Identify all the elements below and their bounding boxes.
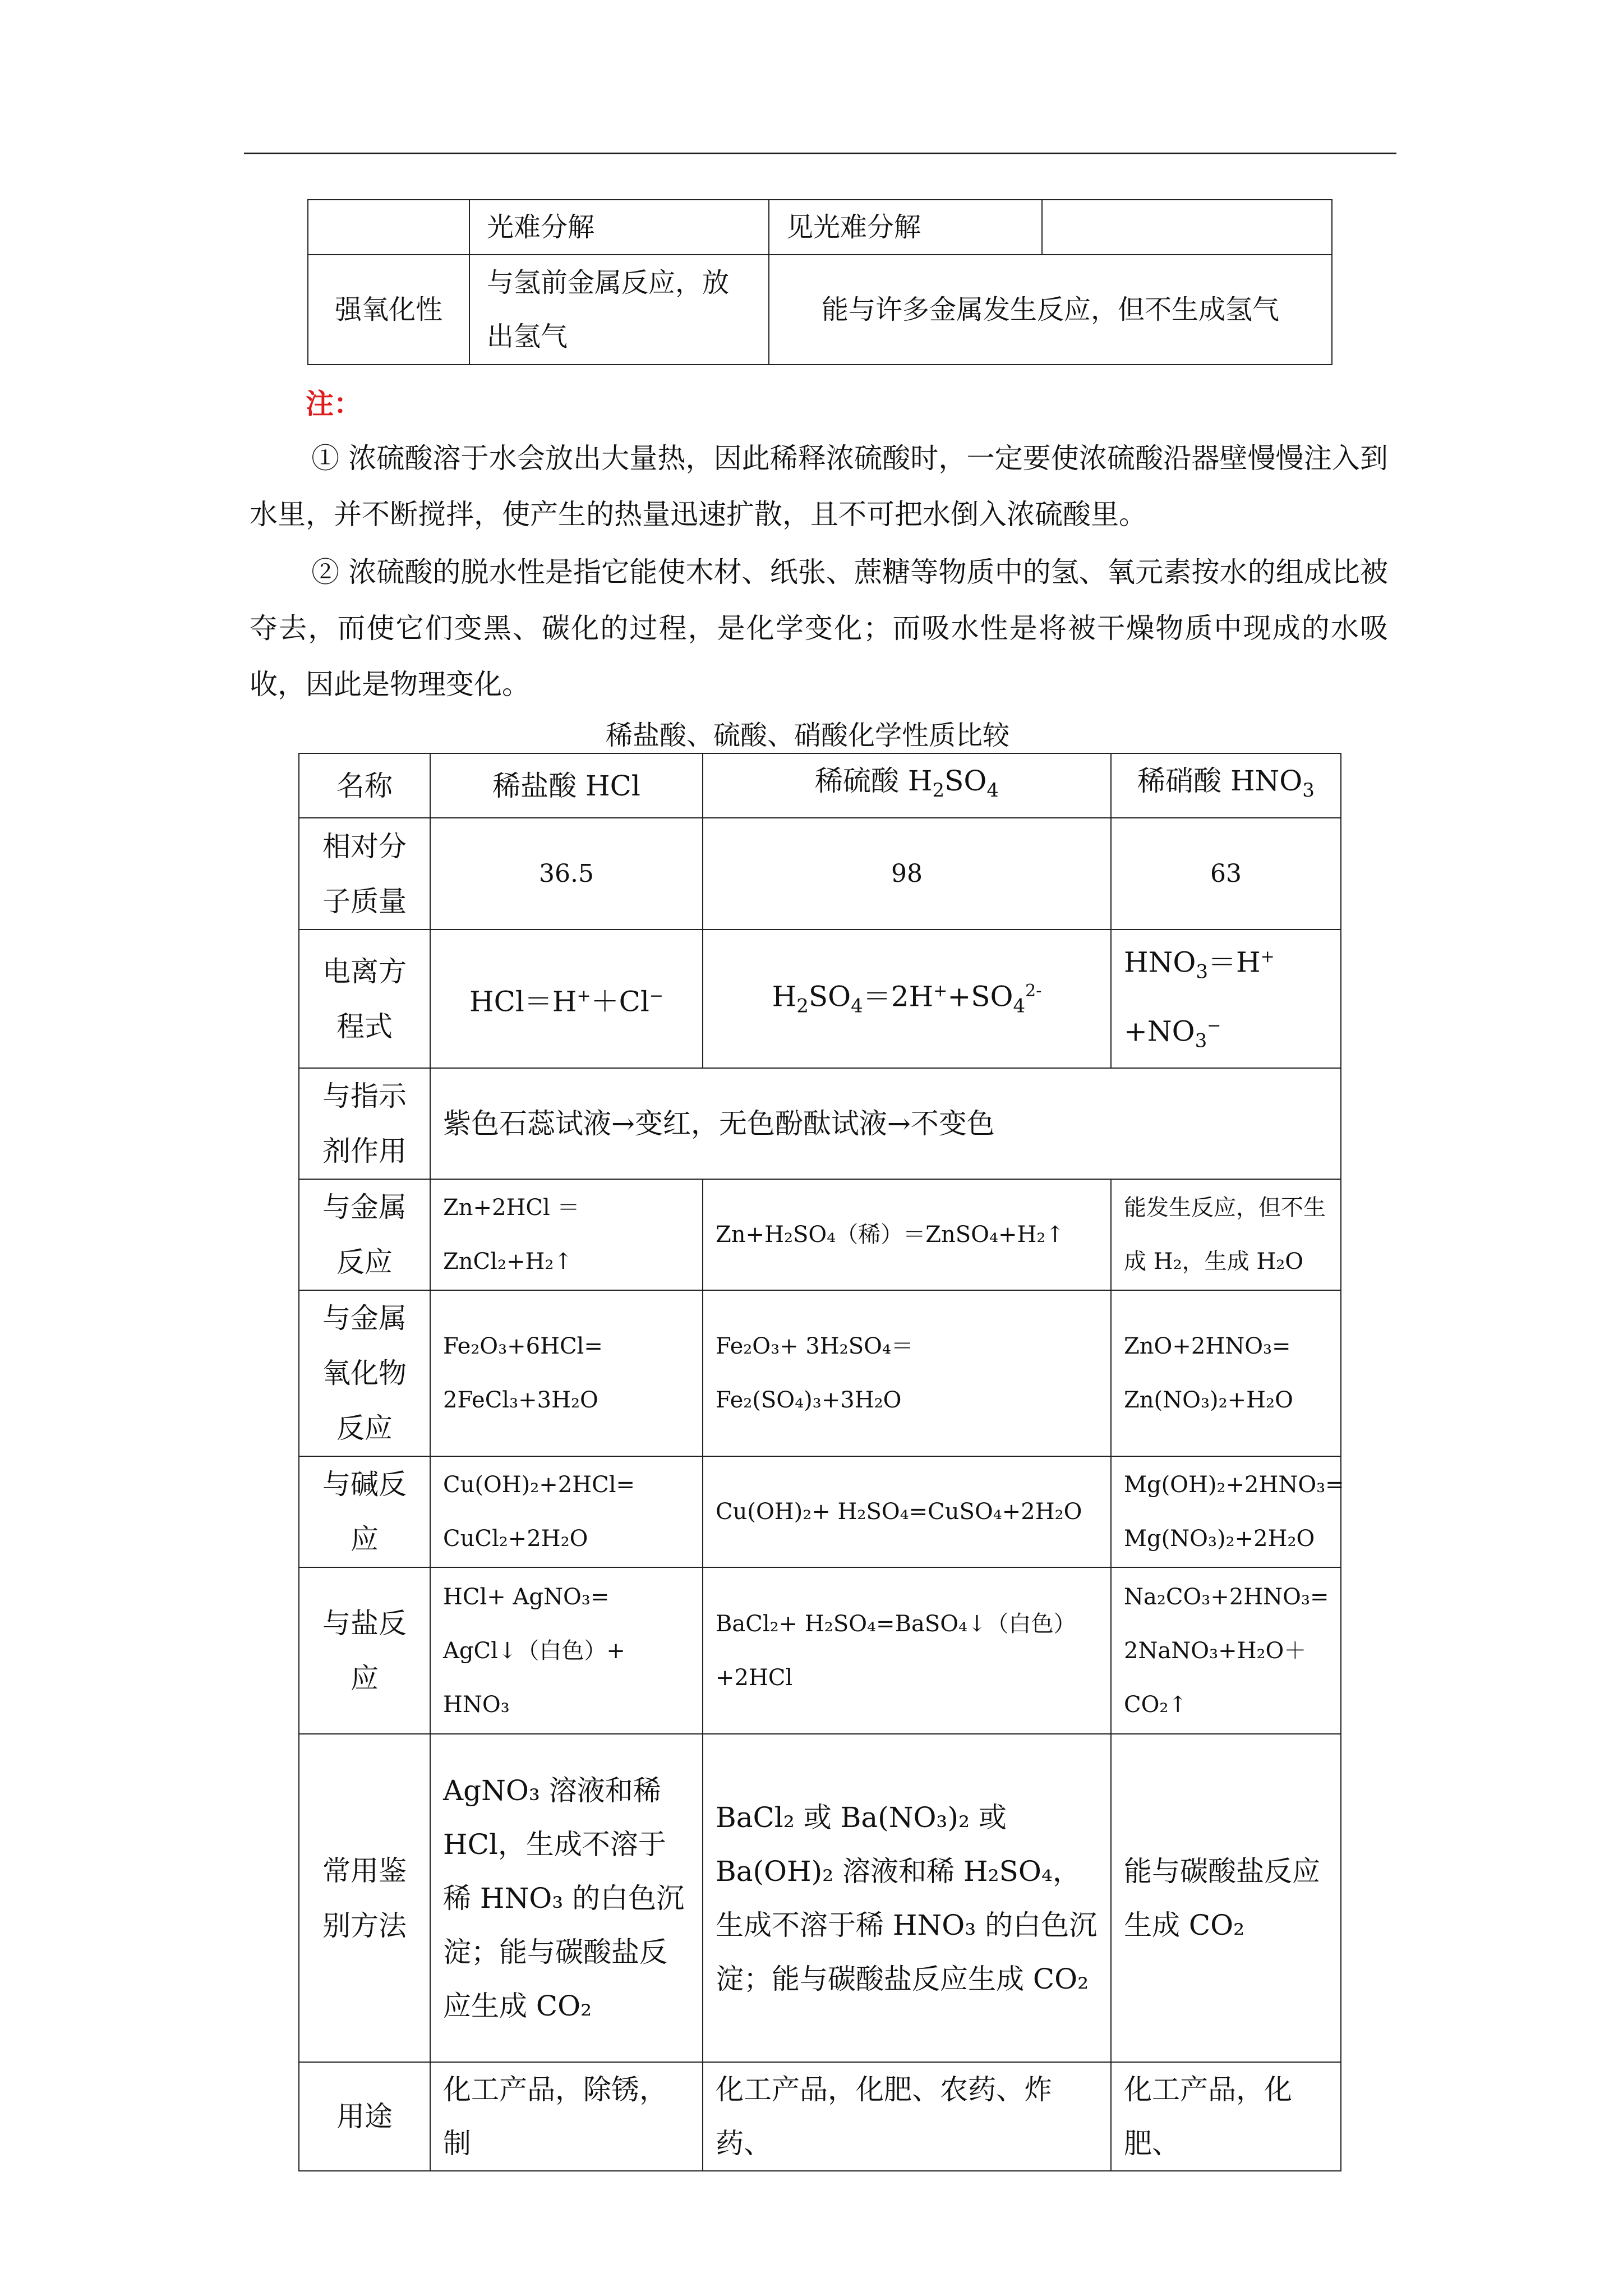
- table-cell: BaCl₂+ H₂SO₄=BaSO₄↓（白色）+2HCl: [703, 1567, 1111, 1734]
- header-hno3: 稀硝酸 $HNO_3$: [1111, 753, 1341, 818]
- table-row: [299, 1567, 1341, 1734]
- table-cell: ZnO+2HNO₃= Zn(NO₃)₂+H₂O: [1111, 1290, 1341, 1456]
- table-cell: 化工产品，化肥、农药、炸药、: [703, 2062, 1111, 2171]
- header-hcl: 稀盐酸 HCl: [430, 753, 703, 818]
- table-cell: Fe₂O₃+6HCl= 2FeCl₃+3H₂O: [430, 1290, 703, 1456]
- table-cell: 能与许多金属发生反应，但不生成氢气: [769, 255, 1332, 365]
- properties-table-continued: [307, 199, 1332, 365]
- table-cell: Zn+2HCl ＝ ZnCl₂+H₂↑: [430, 1179, 703, 1290]
- table-cell: [308, 200, 469, 255]
- table-cell: 光难分解: [469, 200, 769, 255]
- table-cell: Zn+H₂SO₄（稀）＝ZnSO₄+H₂↑: [703, 1179, 1111, 1290]
- table-cell: $H_2SO_4=2H^++SO_4^{2-}$: [703, 930, 1111, 1068]
- table-cell: 与氢前金属反应，放出氢气: [469, 255, 769, 365]
- note-label: 注：: [306, 387, 362, 420]
- table-row: [299, 1068, 1341, 1179]
- table-cell: Fe₂O₃+ 3H₂SO₄＝Fe₂(SO₄)₃+3H₂O: [703, 1290, 1111, 1456]
- table-cell: 63: [1111, 818, 1341, 930]
- table-row: [299, 1456, 1341, 1567]
- row-label: 强氧化性: [308, 255, 469, 365]
- table-cell: 见光难分解: [769, 200, 1042, 255]
- note-paragraph: ② 浓硫酸的脱水性是指它能使木材、纸张、蔗糖等物质中的氢、氧元素按水的组成比被夺去，而使它们变黑、碳化的过程，是化学变化；而吸水性是将被干燥物质中现成的水吸收，因此是物理变化。: [250, 556, 1388, 701]
- table-row: [299, 818, 1341, 930]
- header-h2so4: 稀硫酸 $H_2SO_4$: [703, 753, 1111, 818]
- table-cell: 36.5: [430, 818, 703, 930]
- table-row: [299, 1290, 1341, 1456]
- row-label: 与盐反应: [299, 1567, 430, 1734]
- table-row: [299, 1734, 1341, 2062]
- row-label: 与金属反应: [299, 1179, 430, 1290]
- table-cell: AgNO₃ 溶液和稀 HCl，生成不溶于稀 HNO₃ 的白色沉淀；能与碳酸盐反应生成 CO₂: [430, 1734, 703, 2062]
- note-paragraph: ① 浓硫酸溶于水会放出大量热，因此稀释浓硫酸时，一定要使浓硫酸沿器壁慢慢注入到水里，并不断搅拌，使产生的热量迅速扩散，且不可把水倒入浓硫酸里。: [250, 442, 1388, 531]
- table-cell: 98: [703, 818, 1111, 930]
- table-cell: 化工产品，化肥、: [1111, 2062, 1341, 2171]
- table-cell: 紫色石蕊试液→变红，无色酚酞试液→不变色: [430, 1068, 1341, 1179]
- table-cell: Cu(OH)₂+ H₂SO₄=CuSO₄+2H₂O: [703, 1456, 1111, 1567]
- table-header-row: [299, 753, 1341, 818]
- acid-comparison-table: [298, 753, 1344, 2171]
- table-cell: 能与碳酸盐反应生成 CO₂: [1111, 1734, 1341, 2062]
- table-cell: HCl＝H+＋Cl−: [430, 930, 703, 1068]
- table-cell: 化工产品，除锈，制: [430, 2062, 703, 2171]
- header-name: 名称: [299, 753, 430, 818]
- row-label: 与指示剂作用: [299, 1068, 430, 1179]
- table-cell: HCl+ AgNO₃= AgCl↓（白色）+ HNO₃: [430, 1567, 703, 1734]
- row-label: 用途: [299, 2062, 430, 2171]
- row-label: 电离方程式: [299, 930, 430, 1068]
- table-cell: 能发生反应，但不生成 H₂，生成 H₂O: [1111, 1179, 1341, 1290]
- table-caption: 稀盐酸、硫酸、硝酸化学性质比较: [606, 720, 1010, 751]
- table-row: [299, 2062, 1341, 2171]
- table-row: [308, 200, 1332, 255]
- table-cell: Mg(OH)₂+2HNO₃= Mg(NO₃)₂+2H₂O: [1111, 1456, 1341, 1567]
- table-row: [299, 930, 1341, 1068]
- row-label: 常用鉴别方法: [299, 1734, 430, 2062]
- table-row: [308, 255, 1332, 365]
- header-rule: [244, 153, 1396, 154]
- table-cell: $HNO_3=H^+$ $+NO_3^-$: [1111, 930, 1341, 1068]
- table-row: [299, 1179, 1341, 1290]
- table-cell: Cu(OH)₂+2HCl= CuCl₂+2H₂O: [430, 1456, 703, 1567]
- row-label: 与金属氧化物反应: [299, 1290, 430, 1456]
- row-label: 相对分子质量: [299, 818, 430, 930]
- table-cell: BaCl₂ 或 Ba(NO₃)₂ 或 Ba(OH)₂ 溶液和稀 H₂SO₄，生成不溶于稀 HNO₃ 的白色沉淀；能与碳酸盐反应生成 CO₂: [703, 1734, 1111, 2062]
- row-label: 与碱反应: [299, 1456, 430, 1567]
- table-cell: Na₂CO₃+2HNO₃= 2NaNO₃+H₂O＋CO₂↑: [1111, 1567, 1341, 1734]
- table-cell: [1042, 200, 1332, 255]
